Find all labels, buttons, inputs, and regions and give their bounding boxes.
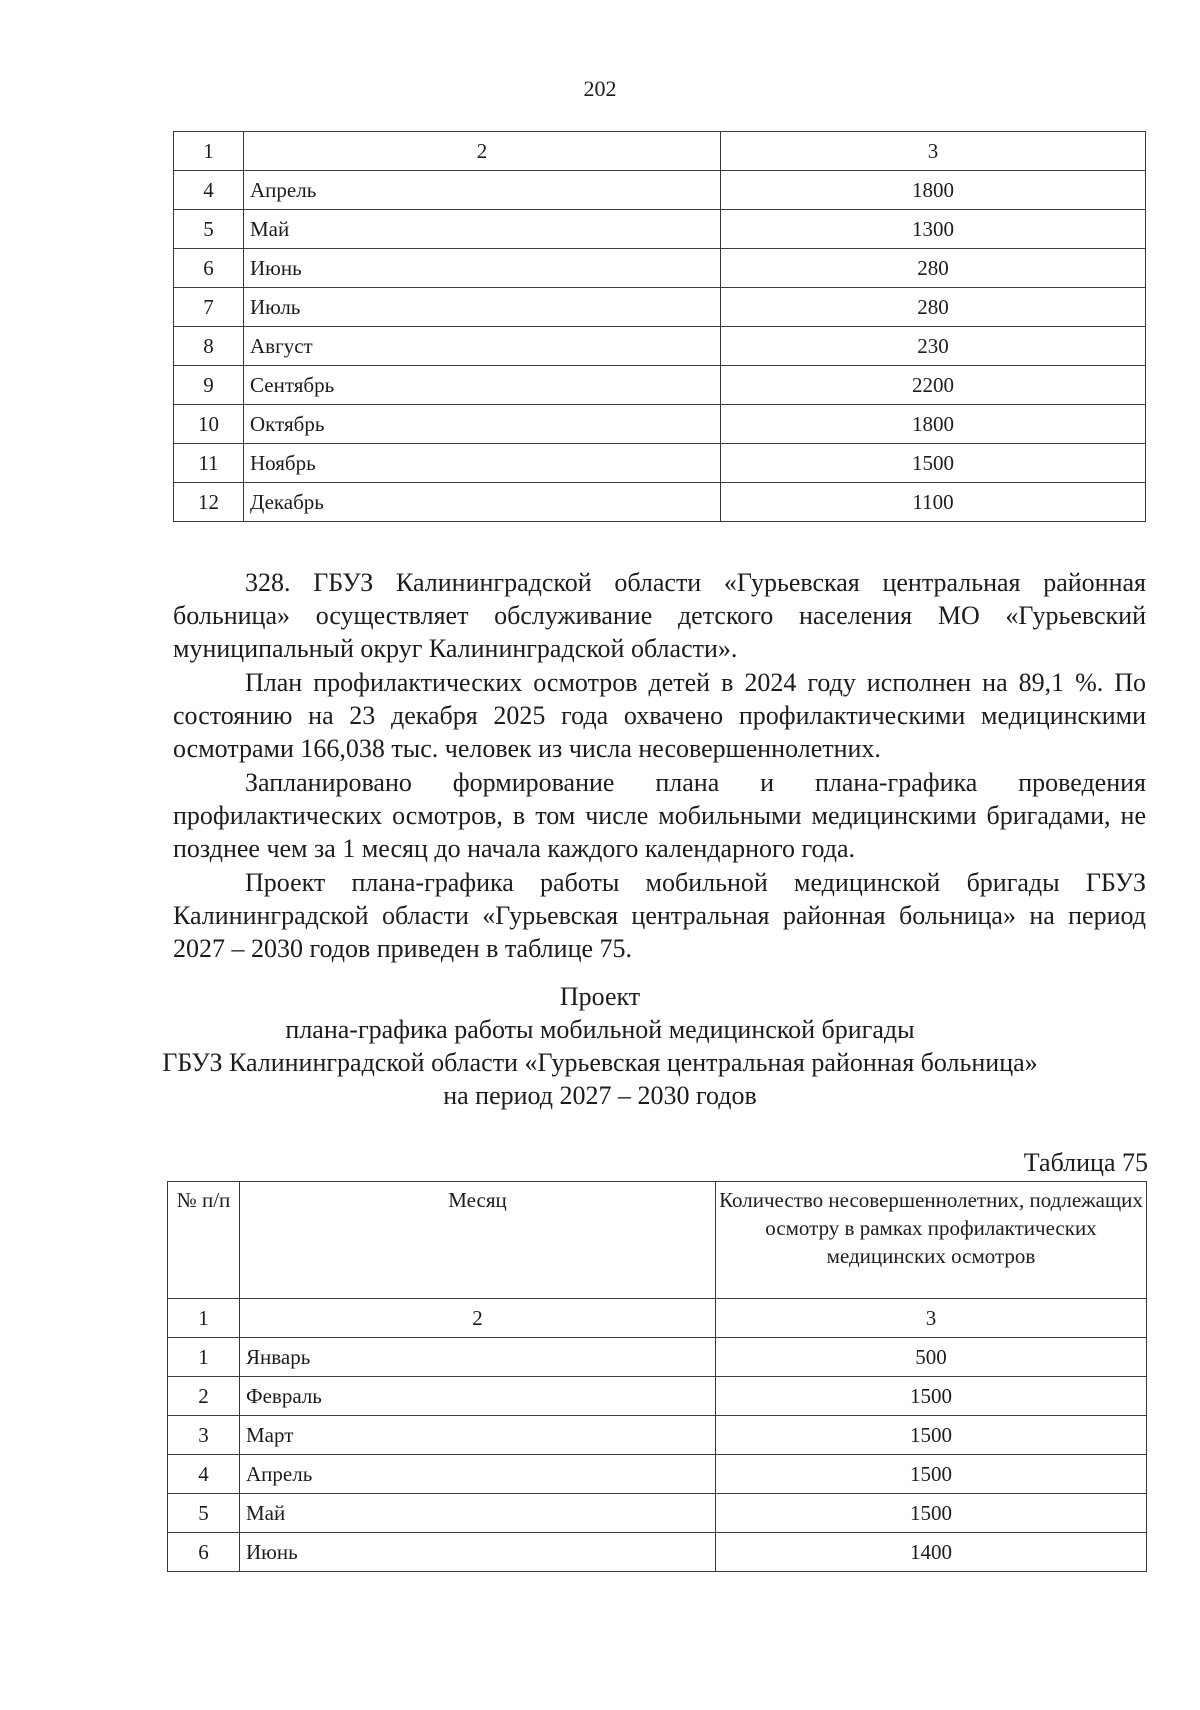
table-row [168,1338,1147,1377]
table-label: Таблица 75 [1023,1148,1148,1177]
table-row [174,366,1146,405]
table-row [174,405,1146,444]
row-number-cell: 4 [174,171,244,210]
month-cell: Май [244,210,721,249]
table-cell: 2 [240,1299,716,1338]
row-number-cell: 11 [174,444,244,483]
table-title-line: плана-графика работы мобильной медицинской бригады [285,1015,915,1044]
month-cell: Октябрь [244,405,721,444]
month-cell: Ноябрь [244,444,721,483]
table-row [174,210,1146,249]
table-row [168,1494,1147,1533]
row-number-cell: 10 [174,405,244,444]
paragraph-328: 328. ГБУЗ Калининградской области «Гурьевская центральная районная больница» осуществляет обслуживание детского населения МО «Гурьевский муниципальный округ Калининградской области». [173,568,1146,663]
row-number-cell: 4 [168,1455,240,1494]
table-title [100,980,1100,1112]
table-column-numbers-row [168,1299,1147,1338]
table-cell: 1 [168,1299,240,1338]
row-number-cell: 5 [168,1494,240,1533]
table-row [168,1533,1147,1572]
column-header-number: № п/п [168,1182,240,1299]
month-cell: Декабрь [244,483,721,522]
row-number-cell: 9 [174,366,244,405]
table-row [168,1416,1147,1455]
table-row [174,483,1146,522]
count-cell: 230 [721,327,1146,366]
row-number-cell: 5 [174,210,244,249]
count-cell: 1400 [716,1533,1147,1572]
paragraph-plan-execution: План профилактических осмотров детей в 2024 году исполнен на 89,1 %. По состоянию на 23 декабря 2025 года охвачено профилактическими медицинскими осмотрами 166,038 тыс. человек из числа несовершеннолетних. [173,668,1146,763]
table-row [168,1377,1147,1416]
count-cell: 1500 [716,1377,1147,1416]
row-number-cell: 12 [174,483,244,522]
count-cell: 1300 [721,210,1146,249]
page-number: 202 [583,76,617,101]
count-cell: 280 [721,288,1146,327]
month-cell: Февраль [240,1377,716,1416]
paragraph-project-reference: Проект плана-графика работы мобильной медицинской бригады ГБУЗ Калининградской области «Гурьевская центральная районная больница» на период 2027 – 2030 годов приведен в таблице 75. [173,868,1146,963]
count-cell: 500 [716,1338,1147,1377]
row-number-cell: 8 [174,327,244,366]
table-row [174,288,1146,327]
row-number-cell: 6 [174,249,244,288]
continued-table [173,131,1146,522]
month-cell: Март [240,1416,716,1455]
month-cell: Январь [240,1338,716,1377]
table-row [168,1455,1147,1494]
count-cell: 1500 [721,444,1146,483]
table-title-line: на период 2027 – 2030 годов [443,1081,757,1110]
table-cell: 1 [174,132,244,171]
row-number-cell: 3 [168,1416,240,1455]
table-cell: 3 [721,132,1146,171]
table-cell: 2 [244,132,721,171]
column-header-count: Количество несовершеннолетних, подлежащих осмотру в рамках профилактических медицинских осмотров [716,1182,1147,1299]
count-cell: 280 [721,249,1146,288]
count-cell: 1100 [721,483,1146,522]
table-cell: 3 [716,1299,1147,1338]
count-cell: 1800 [721,171,1146,210]
count-cell: 1500 [716,1494,1147,1533]
row-number-cell: 1 [168,1338,240,1377]
count-cell: 1800 [721,405,1146,444]
month-cell: Сентябрь [244,366,721,405]
month-cell: Август [244,327,721,366]
month-cell: Июнь [240,1533,716,1572]
month-cell: Июль [244,288,721,327]
row-number-cell: 7 [174,288,244,327]
month-cell: Апрель [244,171,721,210]
count-cell: 1500 [716,1455,1147,1494]
table-column-numbers-row [174,132,1146,171]
table-title-line: ГБУЗ Калининградской области «Гурьевская центральная районная больница» [162,1048,1038,1077]
month-cell: Апрель [240,1455,716,1494]
count-cell: 2200 [721,366,1146,405]
month-cell: Июнь [244,249,721,288]
table-row [174,327,1146,366]
table-header-row [168,1182,1147,1299]
row-number-cell: 2 [168,1377,240,1416]
count-cell: 1500 [716,1416,1147,1455]
row-number-cell: 6 [168,1533,240,1572]
paragraph-planning: Запланировано формирование плана и плана-графика проведения профилактических осмотров, в том числе мобильными медицинскими бригадами, не позднее чем за 1 месяц до начала каждого календарного года. [173,768,1146,863]
table-75 [167,1181,1147,1572]
table-row [174,171,1146,210]
column-header-month: Месяц [240,1182,716,1299]
table-title-line: Проект [559,982,641,1011]
table-row [174,249,1146,288]
month-cell: Май [240,1494,716,1533]
table-row [174,444,1146,483]
